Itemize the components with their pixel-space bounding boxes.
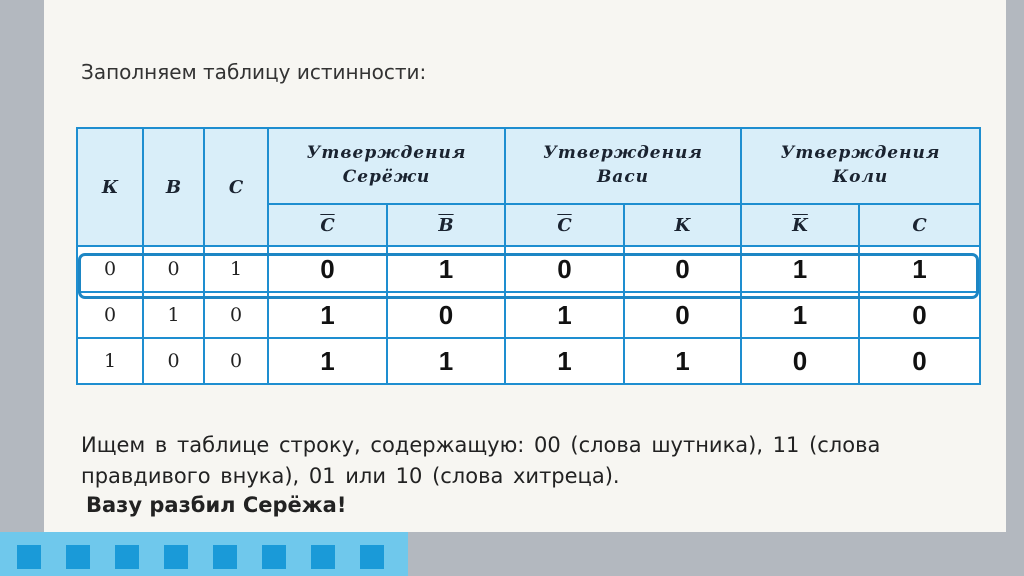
decoration-square (66, 545, 90, 569)
cell-k: 1 (77, 338, 143, 384)
header-b: В (143, 128, 204, 246)
decoration-square (311, 545, 335, 569)
row-highlight-frame (78, 253, 979, 299)
cell-c: 1 (204, 246, 268, 292)
header-c: С (204, 128, 268, 246)
cell-value: 0 (387, 292, 505, 338)
cell-value: 1 (387, 246, 505, 292)
subheader-not-c (268, 204, 387, 246)
conclusion-text (81, 430, 961, 492)
cell-value: 1 (741, 292, 859, 338)
cell-value: 0 (859, 292, 980, 338)
conclusion-line-1: Ищем в таблице строку, содержащую: 00 (слова шутника), 11 (слова (81, 433, 881, 457)
subheader-not-c (505, 204, 624, 246)
subheader-k (624, 204, 741, 246)
decoration-square (213, 545, 237, 569)
bottom-decoration-bar (0, 532, 408, 576)
cell-value: 0 (268, 246, 387, 292)
cell-b: 0 (143, 246, 204, 292)
cell-b: 0 (143, 338, 204, 384)
cell-value: 0 (505, 246, 624, 292)
subheader-label: $\overline{B}$ (438, 214, 454, 236)
cell-k: 0 (77, 292, 143, 338)
header-k: К (77, 128, 143, 246)
conclusion-line-2: правдивого внука), 01 или 10 (слова хитреца). (81, 464, 620, 488)
cell-value: 1 (268, 338, 387, 384)
group-header-line2: Коли (832, 167, 889, 187)
cell-value: 1 (859, 246, 980, 292)
cell-value: 0 (859, 338, 980, 384)
table-row (77, 338, 980, 384)
cell-value: 0 (624, 292, 741, 338)
cell-b: 1 (143, 292, 204, 338)
subheader-label: $\overline{K}$ (792, 214, 808, 236)
decoration-square (262, 545, 286, 569)
subheader-label: C (912, 214, 927, 236)
subheader-not-k (741, 204, 859, 246)
group-header-line2: Серёжи (342, 167, 431, 187)
cell-value: 1 (387, 338, 505, 384)
cell-value: 0 (624, 246, 741, 292)
cell-value: 1 (741, 246, 859, 292)
decoration-square (115, 545, 139, 569)
decoration-square (17, 545, 41, 569)
cell-value: 1 (505, 292, 624, 338)
group-header-line1: Утверждения (780, 143, 941, 164)
subheader-label: $\overline{C}$ (557, 214, 572, 236)
group-header-vasya (505, 128, 741, 204)
decoration-square (360, 545, 384, 569)
cell-k: 0 (77, 246, 143, 292)
group-header-seryozha (268, 128, 505, 204)
group-header-kolya (741, 128, 980, 204)
cell-value: 1 (268, 292, 387, 338)
group-header-line1: Утверждения (543, 143, 703, 164)
slide-heading: Заполняем таблицу истинности: (81, 60, 427, 84)
cell-c: 0 (204, 292, 268, 338)
subheader-c (859, 204, 980, 246)
subheader-label: K (674, 214, 691, 236)
subheader-label: $\overline{C}$ (320, 214, 335, 236)
cell-value: 0 (741, 338, 859, 384)
cell-value: 1 (505, 338, 624, 384)
cell-c: 0 (204, 338, 268, 384)
subheader-not-b (387, 204, 505, 246)
decoration-square (164, 545, 188, 569)
cell-value: 1 (624, 338, 741, 384)
answer-text: Вазу разбил Серёжа! (86, 493, 347, 517)
group-header-line2: Васи (596, 167, 650, 187)
group-header-line1: Утверждения (306, 143, 467, 164)
